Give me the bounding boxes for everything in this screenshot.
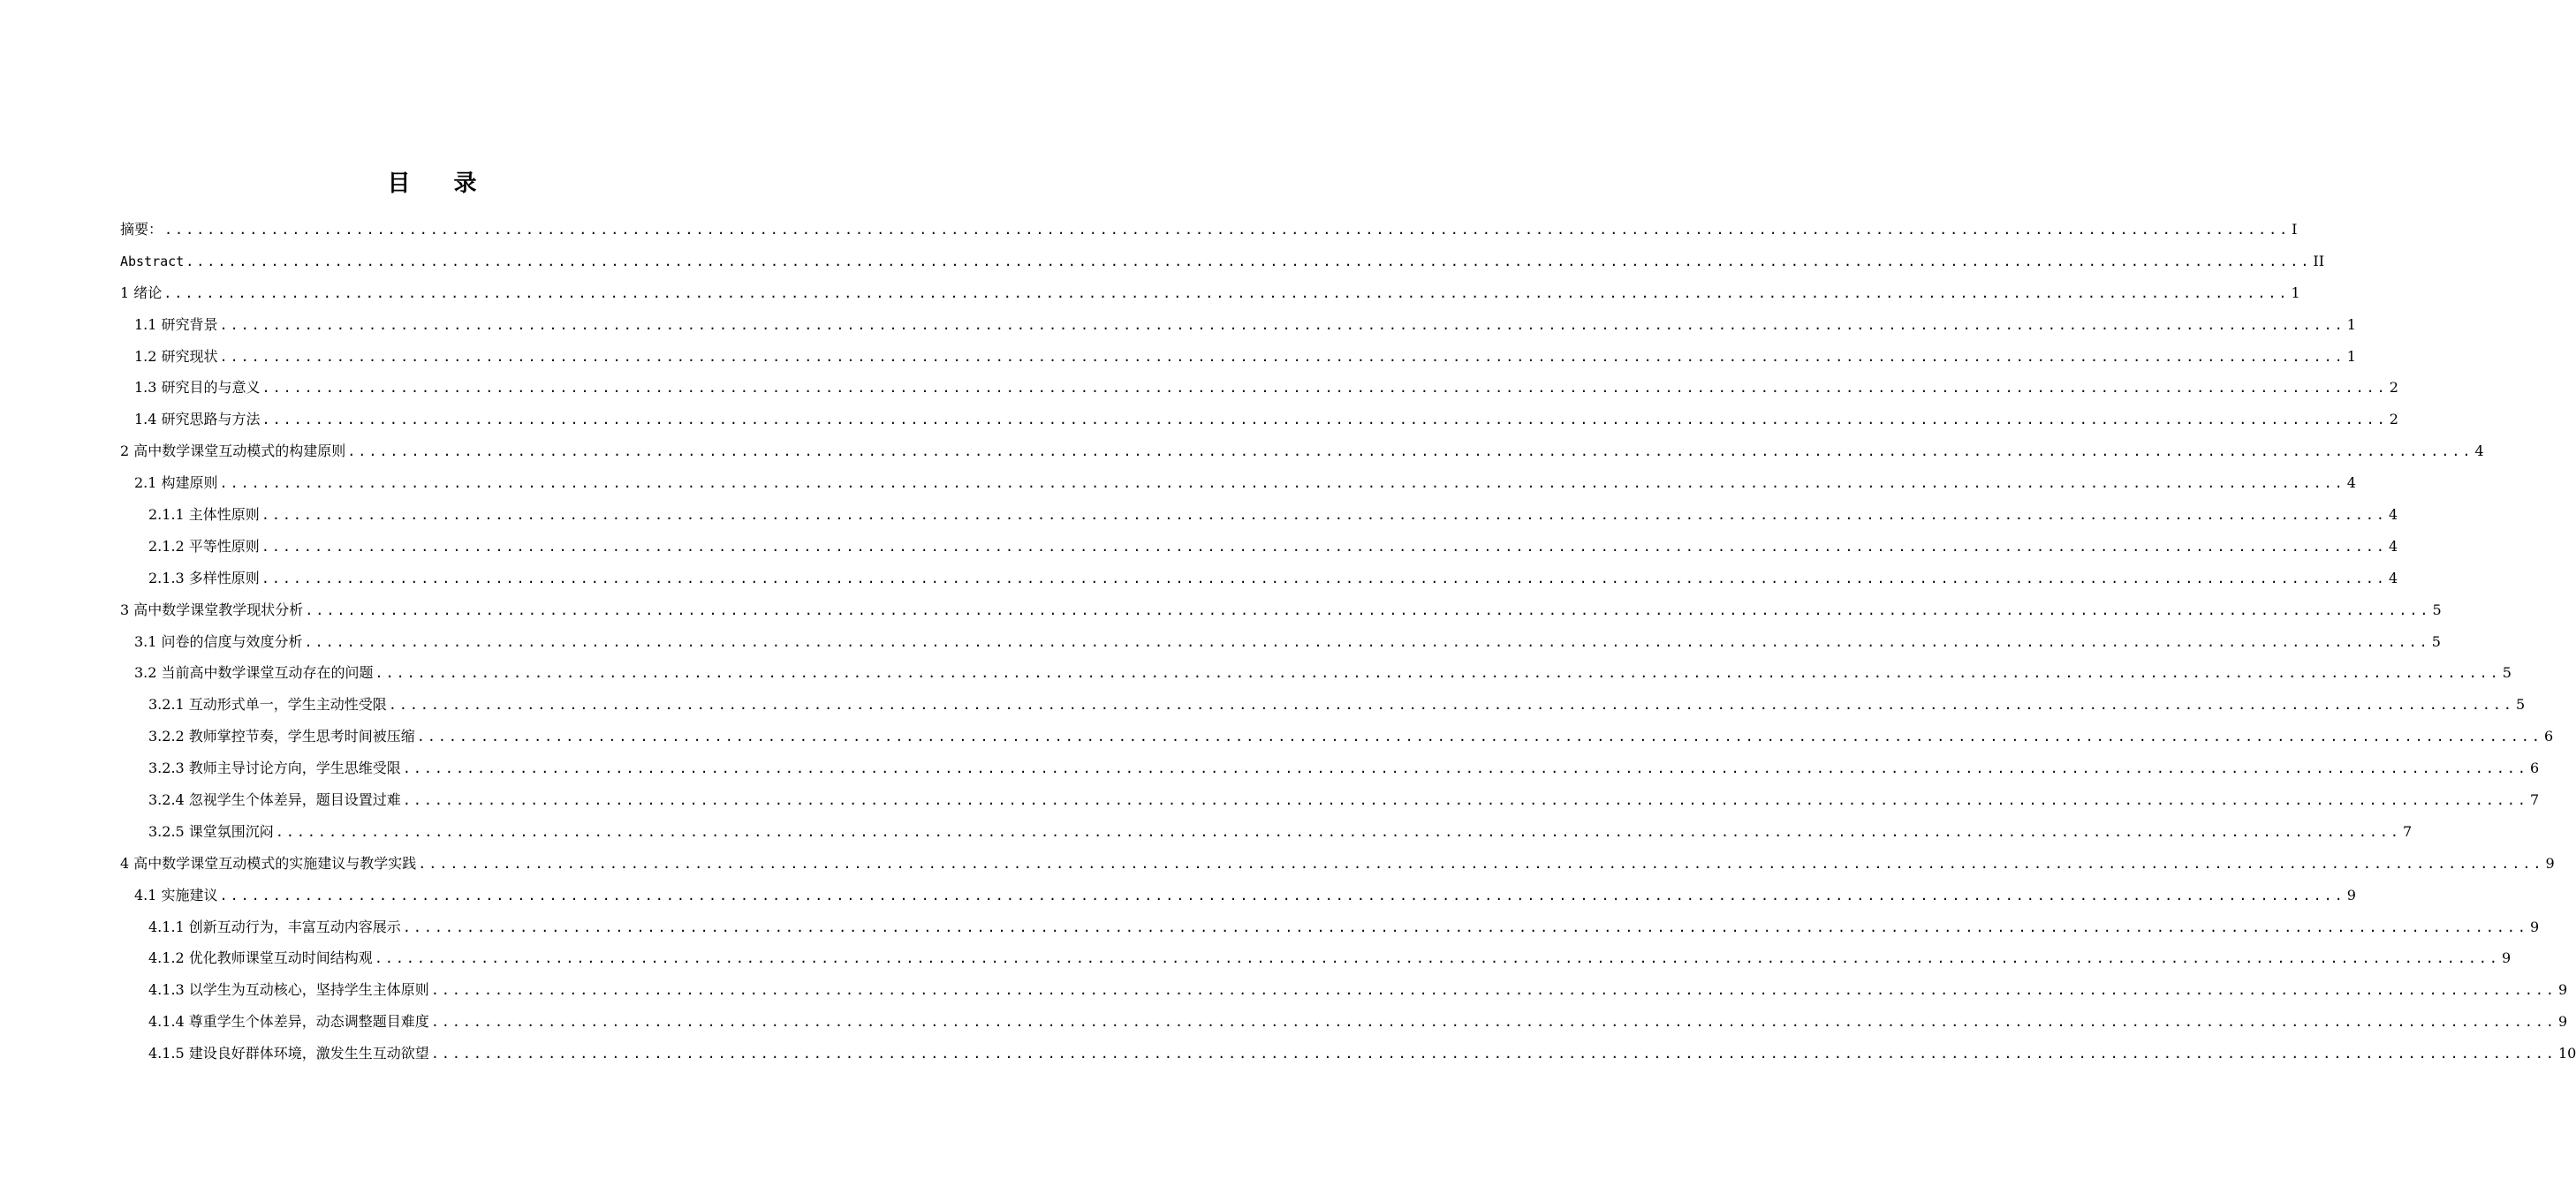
- toc-entry[interactable]: [120, 752, 2540, 784]
- toc-page-number: 4: [2346, 474, 2356, 492]
- toc-entry-label: 2.1 构建原则: [134, 474, 218, 492]
- toc-dot-leader: ........................................................................................................................................................................................................: [430, 1046, 2557, 1062]
- toc-dot-leader: ........................................................................................................................................................................................................: [375, 665, 2501, 682]
- toc-entry[interactable]: [120, 721, 2554, 752]
- toc-entry[interactable]: [120, 974, 2568, 1006]
- toc-entry-label: 4.1.5 建设良好群体环境，激发生生互动欲望: [148, 1045, 429, 1062]
- toc-page-number: 5: [2432, 601, 2442, 618]
- toc-dot-leader: ........................................................................................................................................................................................................: [347, 443, 2474, 460]
- toc-title: 目 录: [387, 170, 495, 197]
- toc-dot-leader: ........................................................................................................................................................................................................: [219, 887, 2345, 903]
- toc-entry-label: 4.1.4 尊重学生个体差异，动态调整题目难度: [148, 1013, 429, 1031]
- toc-page-number: 2: [2389, 411, 2398, 428]
- toc-page-number: 4: [2388, 537, 2398, 555]
- toc-dot-leader: ........................................................................................................................................................................................................: [430, 1014, 2557, 1031]
- toc-entry-label: 4 高中数学课堂互动模式的实施建议与教学实践: [120, 854, 417, 872]
- toc-entry[interactable]: [120, 531, 2398, 563]
- toc-entry[interactable]: [120, 341, 2356, 373]
- toc-dot-leader: ........................................................................................................................................................................................................: [261, 570, 2387, 586]
- toc-entry[interactable]: [120, 784, 2540, 816]
- toc-entry-label: 4.1.3 以学生为互动核心，坚持学生主体原则: [148, 981, 429, 999]
- toc-page-number: 4: [2388, 506, 2398, 524]
- toc-dot-leader: ........................................................................................................................................................................................................: [430, 982, 2557, 999]
- toc-entry-label: 3.2.2 教师掌控节奏，学生思考时间被压缩: [148, 728, 415, 745]
- toc-page-number: 1: [2346, 315, 2356, 333]
- toc-entry-label: 2 高中数学课堂互动模式的构建原则: [120, 442, 346, 460]
- toc-dot-leader: ........................................................................................................................................................................................................: [163, 284, 2290, 301]
- toc-page-number: 4: [2474, 442, 2484, 460]
- toc-entry-label: 1.1 研究背景: [134, 315, 218, 333]
- toc-page-number: 6: [2543, 728, 2554, 745]
- toc-entry-label: 摘要：: [120, 221, 163, 238]
- toc-dot-leader: ........................................................................................................................................................................................................: [418, 855, 2544, 872]
- toc-dot-leader: ........................................................................................................................................................................................................: [402, 919, 2528, 935]
- toc-dot-leader: ........................................................................................................................................................................................................: [402, 792, 2528, 809]
- toc-entry[interactable]: [120, 626, 2441, 658]
- toc-entry-label: 1.4 研究思路与方法: [134, 411, 261, 428]
- toc-dot-leader: ........................................................................................................................................................................................................: [305, 601, 2431, 618]
- toc-entry-label: 3.2.1 互动形式单一，学生主动性受限: [148, 696, 387, 714]
- toc-entry[interactable]: [120, 563, 2398, 594]
- toc-page-number: 9: [2545, 854, 2555, 872]
- toc-entry-label: 3 高中数学课堂教学现状分析: [120, 601, 304, 618]
- toc-dot-leader: ........................................................................................................................................................................................................: [261, 412, 2388, 428]
- toc-entry-label: 2.1.1 主体性原则: [148, 506, 260, 524]
- toc-entry[interactable]: [120, 246, 2325, 277]
- toc-entry[interactable]: [120, 435, 2484, 467]
- toc-page-number: 2: [2389, 379, 2398, 397]
- toc-entry-label: 2.1.2 平等性原则: [148, 537, 260, 555]
- toc-entry-label: 4.1 实施建议: [134, 886, 218, 903]
- toc-list: [120, 214, 2576, 1070]
- toc-entry[interactable]: [120, 594, 2442, 626]
- toc-page-number: I: [2292, 221, 2298, 238]
- toc-entry[interactable]: [120, 309, 2356, 341]
- toc-page-number: 9: [2557, 1013, 2568, 1031]
- toc-entry[interactable]: [120, 942, 2512, 974]
- toc-page-number: 9: [2346, 886, 2356, 903]
- toc-dot-leader: ........................................................................................................................................................................................................: [416, 729, 2542, 745]
- toc-dot-leader: ........................................................................................................................................................................................................: [402, 760, 2528, 777]
- toc-page-number: 5: [2515, 696, 2526, 714]
- toc-page-number: 9: [2529, 918, 2540, 935]
- toc-page-number: 9: [2501, 949, 2512, 967]
- toc-entry[interactable]: [120, 1006, 2568, 1038]
- toc-entry[interactable]: [120, 689, 2526, 721]
- toc-entry-label: 3.2.5 课堂氛围沉闷: [148, 822, 274, 840]
- toc-entry-label: 3.2.3 教师主导讨论方向，学生思维受限: [148, 760, 401, 777]
- toc-entry-label: 3.1 问卷的信度与效度分析: [134, 632, 303, 650]
- toc-page-number: 9: [2557, 981, 2568, 999]
- toc-dot-leader: ........................................................................................................................................................................................................: [219, 316, 2345, 333]
- toc-dot-leader: ........................................................................................................................................................................................................: [275, 823, 2401, 840]
- toc-page-number: 1: [2346, 347, 2356, 365]
- toc-entry[interactable]: [120, 372, 2398, 404]
- toc-entry[interactable]: [120, 467, 2356, 499]
- toc-entry-label: 1.3 研究目的与意义: [134, 379, 261, 397]
- toc-entry-label: 2.1.3 多样性原则: [148, 569, 260, 586]
- toc-dot-leader: ........................................................................................................................................................................................................: [388, 697, 2514, 714]
- toc-entry[interactable]: [120, 657, 2512, 689]
- toc-entry-label: 4.1.2 优化教师课堂互动时间结构观: [148, 949, 373, 967]
- toc-page-number: 7: [2529, 791, 2540, 809]
- toc-dot-leader: ........................................................................................................................................................................................................: [186, 253, 2312, 269]
- toc-page-number: 10: [2557, 1045, 2576, 1062]
- toc-dot-leader: ........................................................................................................................................................................................................: [164, 222, 2291, 238]
- toc-page-number: II: [2313, 252, 2325, 269]
- toc-entry[interactable]: [120, 277, 2300, 309]
- toc-entry[interactable]: [120, 404, 2398, 435]
- toc-entry[interactable]: [120, 911, 2540, 943]
- toc-page-number: 5: [2502, 664, 2512, 682]
- toc-dot-leader: ........................................................................................................................................................................................................: [261, 507, 2387, 524]
- toc-entry-label: 3.2.4 忽视学生个体差异，题目设置过难: [148, 791, 401, 809]
- toc-page-number: 7: [2402, 822, 2413, 840]
- toc-entry-label: 1.2 研究现状: [134, 347, 218, 365]
- toc-dot-leader: ........................................................................................................................................................................................................: [219, 348, 2345, 365]
- toc-page-number: 4: [2388, 569, 2398, 586]
- toc-page-number: 6: [2529, 760, 2540, 777]
- toc-entry-label: Abstract: [120, 253, 185, 269]
- toc-dot-leader: ........................................................................................................................................................................................................: [261, 380, 2388, 397]
- toc-entry[interactable]: [120, 1038, 2576, 1070]
- toc-dot-leader: ........................................................................................................................................................................................................: [374, 950, 2500, 967]
- toc-entry-label: 3.2 当前高中数学课堂互动存在的问题: [134, 664, 374, 682]
- toc-dot-leader: ........................................................................................................................................................................................................: [219, 475, 2345, 492]
- toc-entry[interactable]: [120, 816, 2413, 848]
- toc-entry[interactable]: [120, 214, 2298, 246]
- toc-entry[interactable]: [120, 499, 2398, 531]
- toc-dot-leader: ........................................................................................................................................................................................................: [261, 538, 2387, 555]
- toc-page-number: 1: [2291, 284, 2300, 301]
- toc-entry-label: 4.1.1 创新互动行为，丰富互动内容展示: [148, 918, 401, 935]
- toc-entry[interactable]: [120, 848, 2555, 880]
- toc-entry[interactable]: [120, 880, 2356, 911]
- toc-dot-leader: ........................................................................................................................................................................................................: [304, 633, 2430, 650]
- toc-entry-label: 1 绪论: [120, 284, 163, 301]
- toc-page-number: 5: [2431, 632, 2441, 650]
